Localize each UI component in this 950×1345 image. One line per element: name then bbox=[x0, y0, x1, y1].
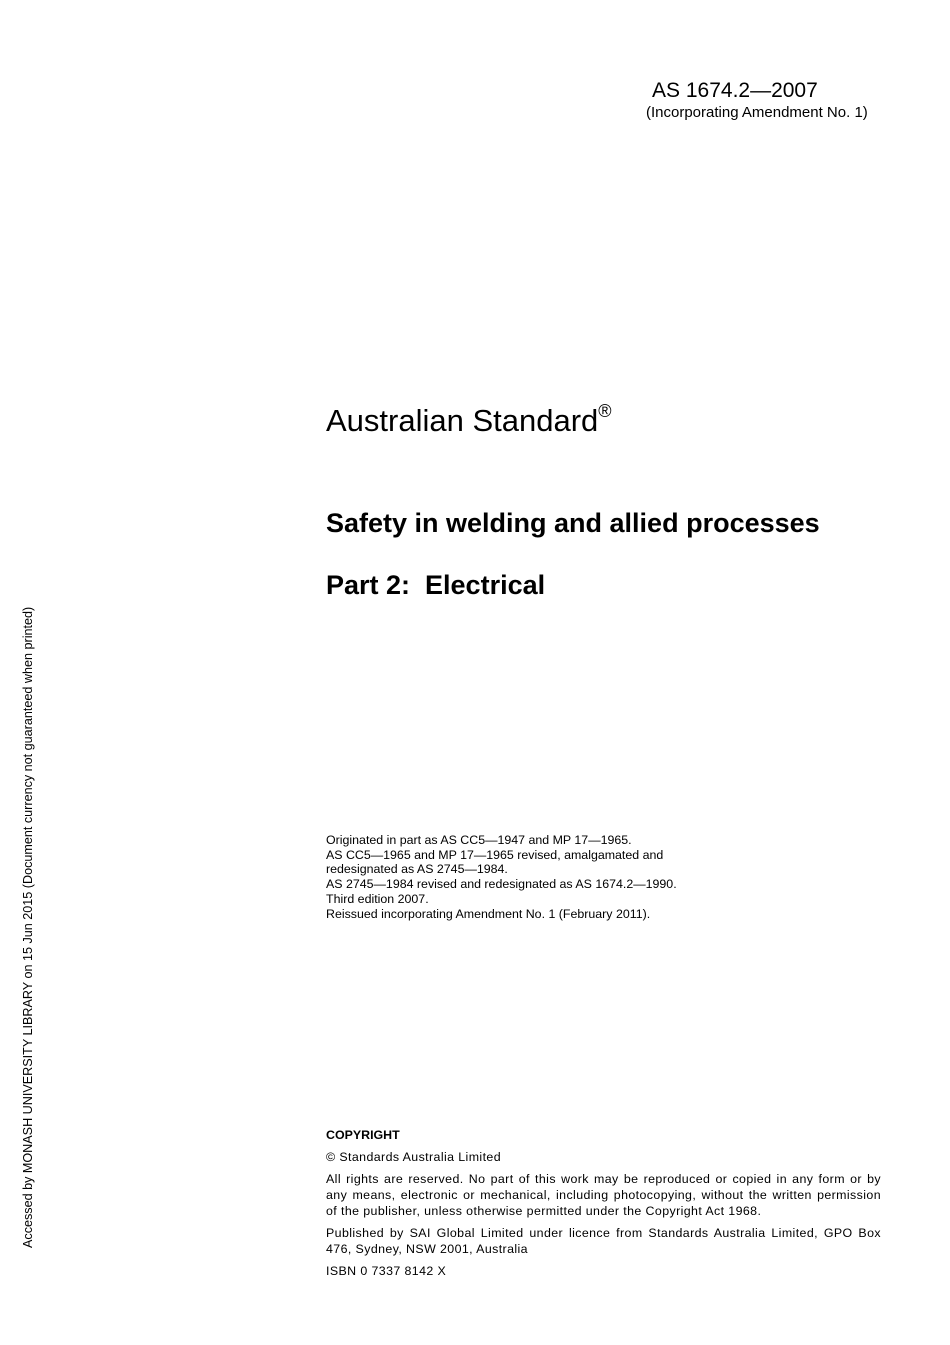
standard-heading bbox=[326, 403, 612, 439]
amendment-note: (Incorporating Amendment No. 1) bbox=[646, 104, 868, 121]
history-line: redesignated as AS 2745—1984. bbox=[326, 862, 508, 877]
copyright-block bbox=[326, 1127, 881, 1285]
publisher-statement: Published by SAI Global Limited under licence from Standards Australia Limited, GPO Box 476, Sydney, NSW 2001, Australia bbox=[326, 1226, 881, 1256]
access-stamp: Accessed by MONASH UNIVERSITY LIBRARY on 15 Jun 2015 (Document currency not guaranteed when printed) bbox=[21, 606, 35, 1248]
history-line: Originated in part as AS CC5—1947 and MP 17—1965. bbox=[326, 833, 632, 847]
standard-label: Australian Standard bbox=[326, 403, 599, 438]
history-line: Reissued incorporating Amendment No. 1 (February 2011). bbox=[326, 906, 651, 921]
publication-history bbox=[326, 833, 677, 921]
history-line: Third edition 2007. bbox=[326, 891, 429, 906]
document-number: AS 1674.2—2007 bbox=[652, 79, 818, 102]
history-line: AS 2745—1984 revised and redesignated as AS 1674.2—1990. bbox=[326, 877, 677, 892]
rights-statement: All rights are reserved. No part of this work may be reproduced or copied in any form or by any means, electronic or mechanical, including photocopying, without the written permission of the publisher, unless otherwise permitted under the Copyright Act 1968. bbox=[326, 1172, 881, 1218]
document-title: Safety in welding and allied processes bbox=[326, 508, 820, 538]
copyright-heading: COPYRIGHT bbox=[326, 1128, 400, 1142]
history-line: AS CC5—1965 and MP 17—1965 revised, amalgamated and bbox=[326, 847, 664, 862]
isbn: ISBN 0 7337 8142 X bbox=[326, 1264, 447, 1278]
registered-mark: ® bbox=[598, 401, 612, 421]
copyright-holder: © Standards Australia Limited bbox=[326, 1150, 502, 1164]
document-part-title: Part 2: Electrical bbox=[326, 570, 546, 600]
